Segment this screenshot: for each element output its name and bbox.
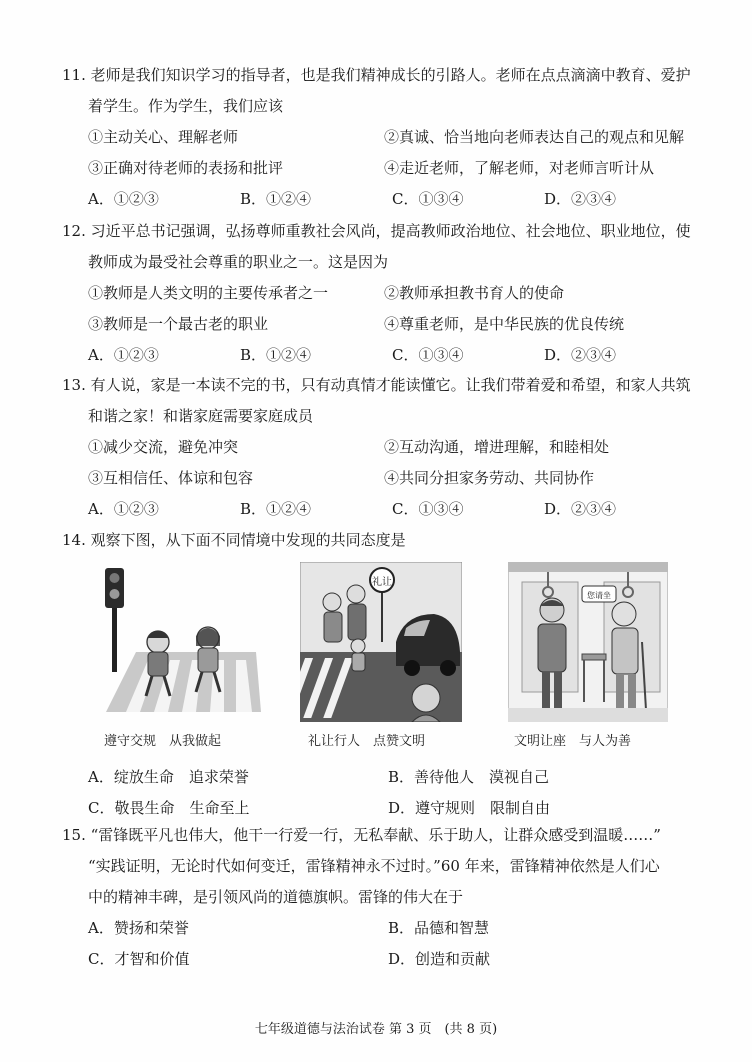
- q11-option-2: ②真诚、恰当地向老师表达自己的观点和见解: [384, 128, 685, 146]
- question-13: [62, 370, 702, 525]
- q11-options-row1: [62, 122, 702, 153]
- q13-choice-b[interactable]: B．①②④: [240, 500, 312, 518]
- q13-option-2: ②互动沟通，增进理解，和睦相处: [384, 438, 610, 456]
- q11-option-1: ①主动关心、理解老师: [88, 128, 239, 146]
- question-14: [62, 525, 702, 556]
- q12-option-3: ③教师是一个最古老的职业: [88, 315, 269, 333]
- q12-options-row1: [62, 278, 702, 309]
- q12-option-2: ②教师承担教书育人的使命: [384, 284, 565, 302]
- q12-choices: [62, 340, 702, 371]
- q12-option-1: ①教师是人类文明的主要传承者之一: [88, 284, 329, 302]
- q15-choice-b[interactable]: B．品德和智慧: [388, 919, 490, 937]
- q12-option-4: ④尊重老师，是中华民族的优良传统: [384, 315, 625, 333]
- q11-options-row2: [62, 153, 702, 184]
- q11-choice-c[interactable]: C．①③④: [392, 190, 464, 208]
- q12-stem-line1: 12. 习近平总书记强调，弘扬尊师重教社会风尚，提高教师政治地位、社会地位、职业地位，使: [62, 222, 691, 240]
- q12-choice-a[interactable]: A．①②③: [88, 346, 159, 364]
- q15-stem-line2: “实践证明，无论时代如何变迁，雷锋精神永不过时。”60 年来，雷锋精神依然是人们心: [88, 857, 660, 875]
- q13-stem-line2: 和谐之家！和谐家庭需要家庭成员: [88, 407, 314, 425]
- q12-choice-d[interactable]: D．②③④: [544, 346, 617, 364]
- question-11: [62, 60, 702, 215]
- q11-option-3: ③正确对待老师的表扬和批评: [88, 159, 284, 177]
- figure-caption-3: 文明让座 与人为善: [514, 734, 632, 749]
- q11-stem-line2: 着学生。作为学生，我们应该: [88, 97, 284, 115]
- q13-option-1: ①减少交流，避免冲突: [88, 438, 239, 456]
- question-12: [62, 216, 702, 371]
- yield-sign-text: 礼让: [372, 577, 392, 588]
- figure-give-seat: [508, 562, 668, 749]
- q13-choice-d[interactable]: D．②③④: [544, 500, 617, 518]
- give-seat-illustration: [508, 562, 668, 722]
- figure-caption-2: 礼让行人 点赞文明: [308, 734, 426, 749]
- q11-choice-d[interactable]: D．②③④: [544, 190, 617, 208]
- q15-stem-line1: 15. “雷锋既平凡也伟大，他干一行爱一行，无私奉献、乐于助人，让群众感受到温暖……”: [62, 826, 661, 844]
- q11-choices: [62, 184, 702, 215]
- figure-yield-pedestrians: [300, 562, 462, 749]
- q15-choice-c[interactable]: C．才智和价值: [88, 950, 190, 968]
- q15-choice-a[interactable]: A．赞扬和荣誉: [88, 919, 189, 937]
- figure-caption-1: 遵守交规 从我做起: [104, 734, 222, 749]
- q14-choice-b[interactable]: B．善待他人 漠视自己: [388, 768, 550, 786]
- q14-choice-d[interactable]: D．遵守规则 限制自由: [388, 799, 551, 817]
- q14-choices-row1: [62, 762, 702, 793]
- crosswalk-illustration: [96, 562, 266, 722]
- q13-choice-c[interactable]: C．①③④: [392, 500, 464, 518]
- q14-choice-c[interactable]: C．敬畏生命 生命至上: [88, 799, 250, 817]
- q13-choices: [62, 494, 702, 525]
- question-15: [62, 820, 702, 975]
- q13-option-3: ③互相信任、体谅和包容: [88, 469, 254, 487]
- q15-choices-row2: [62, 944, 702, 975]
- q14-choice-a[interactable]: A．绽放生命 追求荣誉: [88, 768, 249, 786]
- q15-choices-row1: [62, 913, 702, 944]
- q11-choice-a[interactable]: A．①②③: [88, 190, 159, 208]
- speech-bubble-text: 您请坐: [587, 591, 611, 600]
- q14-stem: 14. 观察下图，从下面不同情境中发现的共同态度是: [62, 531, 406, 549]
- q14-choices: [62, 762, 702, 824]
- q13-choice-a[interactable]: A．①②③: [88, 500, 159, 518]
- q13-option-4: ④共同分担家务劳动、共同协作: [384, 469, 595, 487]
- figure-crosswalk: [96, 562, 266, 749]
- q12-stem-line2: 教师成为最受社会尊重的职业之一。这是因为: [88, 253, 389, 271]
- q11-option-4: ④走近老师，了解老师，对老师言听计从: [384, 159, 655, 177]
- q14-figures: [96, 562, 696, 762]
- yield-pedestrians-illustration: [300, 562, 462, 722]
- q15-choice-d[interactable]: D．创造和贡献: [388, 950, 491, 968]
- q11-stem-line1: 11. 老师是我们知识学习的指导者，也是我们精神成长的引路人。老师在点点滴滴中教育、爱护: [62, 66, 691, 84]
- page-footer: 七年级道德与法治试卷 第 3 页 (共 8 页): [254, 1022, 498, 1037]
- q12-choice-c[interactable]: C．①③④: [392, 346, 464, 364]
- q12-choice-b[interactable]: B．①②④: [240, 346, 312, 364]
- q13-options-row2: [62, 463, 702, 494]
- q11-choice-b[interactable]: B．①②④: [240, 190, 312, 208]
- q12-options-row2: [62, 309, 702, 340]
- q13-stem-line1: 13. 有人说，家是一本读不完的书，只有动真情才能读懂它。让我们带着爱和希望，和家人共筑: [62, 376, 691, 394]
- q15-stem-line3: 中的精神丰碑，是引领风尚的道德旗帜。雷锋的伟大在于: [88, 888, 464, 906]
- q13-options-row1: [62, 432, 702, 463]
